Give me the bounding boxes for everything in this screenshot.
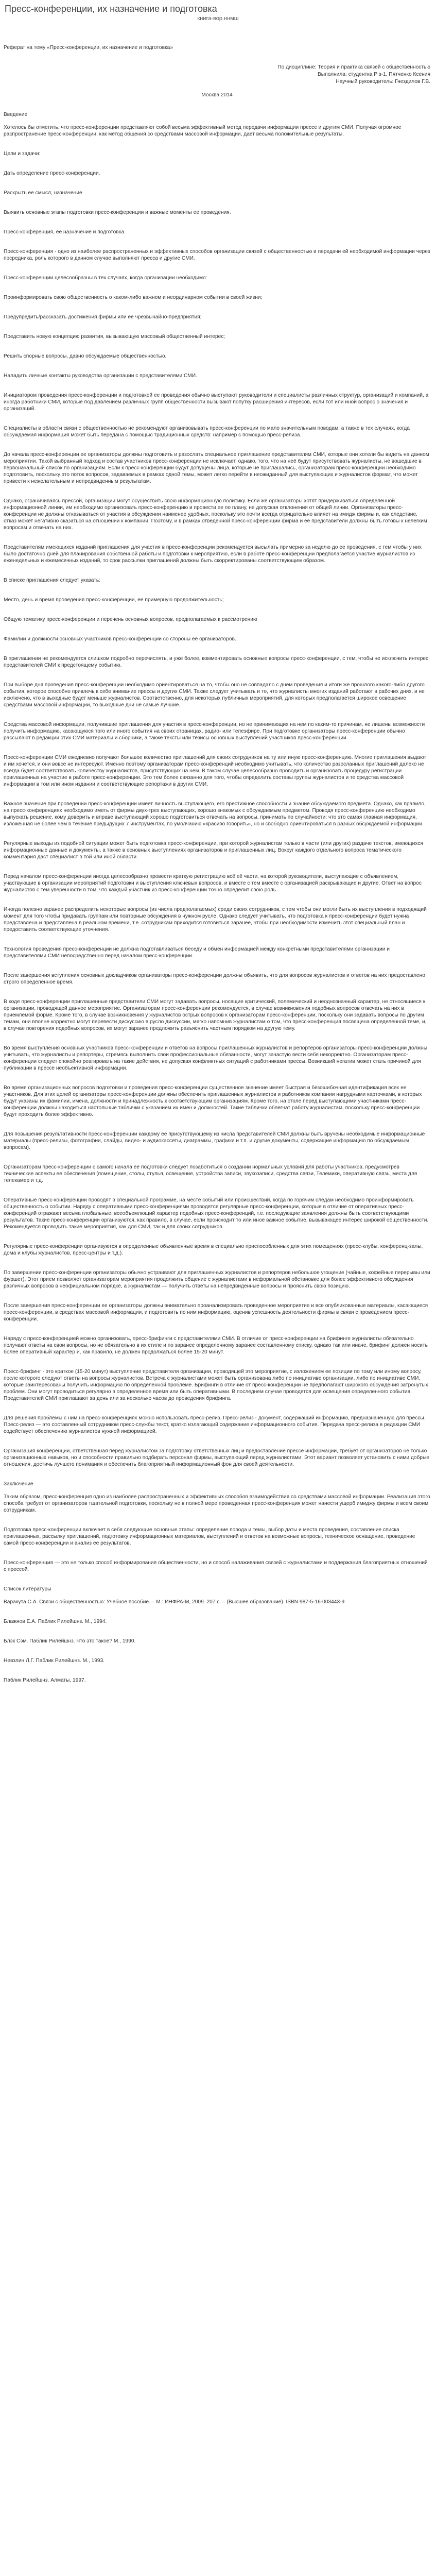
- paragraph: Регулярные выходы из подобной ситуации может быть подготовка пресс-конференции, при которой журналистам только в части (или других) раздаче текстов, имеющихся информационные данные и документы, а также в основных выступлениях организаторов и приглашенных лиц. Вокруг каждого отдельного вопроса тематического комментария даст специалист в той или иной области.: [4, 841, 423, 860]
- reference-item: Невзлин Л.Г. Паблик Рилейшнз. М., 1993.: [4, 1658, 105, 1664]
- city-year: Москва 2014: [201, 92, 233, 98]
- paragraph: Хотелось бы отметить, что пресс-конференции представляют собой весьма эффективный метод передачи информации прессе и другим СМИ. Получая огромное распространение пресс-конференции, как метод общения со средствами массовой информации, дает весьма положительные результаты.: [4, 125, 402, 137]
- paragraph: Предупредить/рассказать достижения фирмы или ее чрезвычайно-предприятия;: [4, 314, 202, 320]
- paragraph: Представителям имеющихся изданий приглашения для участия в пресс-конференции рекомендуется высылать примерно за неделю до ее проведения, с тем чтобы у них было достаточно дней для планирования собственной работы и подготовки к мероприятию, если в работе пресс-конференции предполагается участие журналистов из еженедельных и ежемесячных изданий, то срок рассылки приглашений должны быть скорректированы соответствующим образом.: [4, 545, 422, 564]
- paragraph: В списке приглашения следует указать:: [4, 578, 101, 583]
- paragraph: Специалисты в области связи с общественностью не рекомендуют организовывать пресс-конференции по мало значительным поводам, а также в тех случаях, когда обсуждаемая информация может быть передана с помощью традиционных средств: например с помощью пресс-релиза.: [4, 426, 410, 438]
- paragraph: Наладить личные контакты руководства организации с представителями СМИ.: [4, 373, 197, 379]
- paragraph: До начала пресс-конференции ее организаторы должны подготовить и разослать специальное приглашение представителям СМИ, которые они хотели бы видеть на данном мероприятии. Такой выбранный подход и состав участников пресс-конференции не исключает, однако, того, что на неё будут присутствовать журналисты, не вошедшие в первоначальный список по организациям. Если к пресс-конференции будут допущены лица, которые не приглашались, организаторам пресс-конференции необходимо подготовить, поскольку это поток вопросов, задаваемых в рамках одной темы, может легко перейти в неожиданный для выступающих и журналистов формат, что может привести к нежелательным и непредвиденным результатам.: [4, 452, 429, 484]
- paragraph: Подготовка пресс-конференции включает в себя следующие основные этапы: определение повода и темы, выбор даты и места проведения, составление списка приглашенных, рассылку приглашений, подготовку информационных материалов, выступлений и ответов на возможные вопросы, техническое оснащение, проведение самой пресс-конференции и анализ ее результатов.: [4, 1527, 415, 1546]
- paragraph: Пресс-конференция - одно из наиболее распространенных и эффективных способов организации связей с общественностью и передачи ей необходимой информации через посредника, роль которого в данном случае выполняют пресса и другие СМИ.: [4, 249, 430, 261]
- paragraph: Во время выступления основных участников пресс-конференции и ответов на вопросы приглашенных журналистов и репортеров организаторы пресс-конференции должны учитывать, что журналисты и репортеры, стремясь выполнить свои профессиональные обязанности, могут зачастую вести себя некорректно. Организаторам пресс-конференции следует спокойно реагировать на такие действия, не допуская конфликтных ситуаций с работниками прессы. Возникший негатив может стать причиной для публикации в прессе необъективной информации.: [4, 1045, 428, 1071]
- page-title: Пресс-конференции, их назначение и подготовка: [5, 4, 217, 14]
- paragraph: Иногда полезно заранее распределить некоторые вопросы (из числа предполагаемых) среди своих сотрудников, с тем чтобы они могли быть их выступления в подходящий момент для того чтобы придавать группам или повторные обсуждения в нужном русле. Однако следует учитывать, что подготовка к пресс-конференции будет нужна представлена и представлена в реальном времени, т.е. сотрудникам приходится готовиться заранее, чтобы при необходимости изменить этот специальный план и предоставить соответствующие уточнения.: [4, 907, 427, 933]
- paragraph: Оперативные пресс-конференции проводят в специальной программе, на месте событий или происшествий, когда по горячим следам необходимо проинформировать общественность о событии. Наряду с оперативными пресс-конференциями проводятся регулярные пресс-конференции, которые в отличие от оперативных пресс-конференций отражают весьма глобальные, всеобъемлющий характер подобных пресс-конференций, т.е. последующие заявления должны быть соответствующими результатов. Такие пресс-конференции организуются, как правило, в случае, если происходит то или иное важное событие, вызывающее интерес широкой общественности. Рекомендуется проводить такие мероприятия, как для СМИ, так и для своих сотрудников.: [4, 1197, 429, 1230]
- paragraph: Место, день и время проведения пресс-конференции, ее примерную продолжительность;: [4, 597, 224, 603]
- paragraph: После завершения пресс-конференции ее организаторы должны внимательно проанализировать проведенное мероприятие и все опубликованные материалы, касающиеся пресс-конференции, в средствах массовой информации, и подготовить по ним информацию, оценив успешность деятельности фирмы в связи с проведением пресс-конференции.: [4, 1303, 428, 1322]
- paragraph: Перед началом пресс-конференции иногда целесообразно провести краткую регистрацию всё её части, на которой руководители, выступающие с объявлением, участвующие в организации мероприятий подготовки и выступления ключевых вопросов, и вместе с тем вместе с организацией раскрывающие и другие. Ответ на вопрос журналистов с тем уверенности в том, что каждый участник из пресс-конференции точно определит свою роль.: [4, 874, 422, 893]
- paragraph: Для повышения результативности пресс-конференции каждому ее присутствующему из числа представителей СМИ должны быть вручены необходимые информационные материалы (пресс-релизы, фотографии, слайды, видео- и аудиокассеты, диаграммы, графики и т.п. и другие документы, содержащие информацию по обсуждаемым вопросам).: [4, 1131, 425, 1150]
- reference-item: Блэк Сэм. Паблик Рилейшнз. Что это такое? М., 1990.: [4, 1638, 136, 1644]
- paragraph: Пресс-конференции СМИ ежедневно получают большое количество приглашений для своих сотрудников на ту или иную пресс-конференцию. Многие приглашения выдают и им хочется, и они вовсе не интересуют. Именно поэтому организаторам пресс-конференций необходимо учитывать, что количество разосланных приглашений далеко не всегда будет соответствовать количеству журналистов, присутствующих на нем. В таком случае целесообразно проводить и организовать процедуру регистрации приглашенных на участие в работе пресс-конференции. Это тем более связанно для того, чтобы определить составы группы журналистов и те средства массовой информации в том или ином издании и соответствующие репортажи в других СМИ.: [4, 755, 427, 787]
- paragraph: Средства массовой информации, получившие приглашения для участия в пресс-конференции, но не принимающих на нем по каким-то причинам, не лишены возможности получить информацию, касающуюся того или иного события на своих страницах, радио- или телеэфире. При подготовке организаторы пресс-конференции обычно рассылают в редакции этих СМИ материалы и сборники, а также тексты или тезисы основных выступлений участников пресс-конференции.: [4, 722, 425, 741]
- department-line: По дисциплине: Теория и практика связей с общественностью: [277, 64, 430, 70]
- paragraph: Наряду с пресс-конференцией можно организовать, пресс-брифинги с представителями СМИ. В отличие от пресс-конференции на брифинге журналисты обязательно получают ответы на свои вопросы, но не обязательно в их стиле и по заранее определенному заранее составленному списку, однако так или иначе, брифинг должен носить более оперативный характер и, как правило, не должен продолжаться более 15-20 минут.: [4, 1336, 428, 1355]
- reference-item: Паблик Рилейшнз. Алматы, 1997.: [4, 1677, 86, 1683]
- paragraph: Раскрыть ее смысл, назначение: [4, 190, 82, 196]
- page-header: [0, 0, 436, 22]
- student-line: Выполнила: студентка Р з-1, Пятченко Ксения: [317, 72, 430, 77]
- paragraph: Регулярные пресс-конференции организуются в определенные объявленные время в специально приспособленных для этих помещениях (пресс-клубы, конференц-залы, дома и клубы журналистов, пресс-центры и т.д.).: [4, 1244, 423, 1256]
- intro-heading: Введение: [4, 112, 28, 117]
- paragraph: Пресс-конференция — это не только способ информирования общественности, но и способ налаживания связей с журналистами и поддержания благоприятных отношений с прессой.: [4, 1560, 428, 1572]
- conclusion-heading: Заключение: [4, 1481, 33, 1487]
- paragraph: Во время организационных вопросов подготовки и проведения пресс-конференции существенное значение имеет быстрая и безошибочная идентификация всех ее участников. Для этих целей организаторы пресс-конференции должны обеспечить приглашенных журналистов и работников компании нагрудными карточками, в которых будут указаны их фамилии, имена, должности и принадлежность к соответствующим организациям. Кроме того, на столе перед выступающими участниками пресс-конференции должны находиться настольные таблички с указанием их имен и должностей. Такие таблички облегчат работу журналистам, поскольку пресс-конференции будут проходить более эффективно.: [4, 1085, 422, 1117]
- paragraph: После завершения вступления основных докладчиков организаторы пресс-конференции должны объявить, что для вопросов журналистов и ответов на них предоставлено строго определенное время.: [4, 973, 425, 985]
- paragraph: В ходе пресс-конференции приглашенные представители СМИ могут задавать вопросы, носящие критический, полемический и неоднозначный характер, не относящиеся к организации, проводящей данное мероприятие. Организаторам пресс-конференции рекомендуется, в случае возникновения подобных вопросов отвечать на них в приемлемой форме. Кроме того, в случае возникновения у журналистов острых вопросов к организаторам пресс-конференции, поскольку они задавать вопросы по другим темам, они вполне корректно могут перевести дискуссию в русло дискуссии, мягко напомнив журналистам о том, что пресс-конференция посвящена определенной теме, и, в случае повторения подобных вопросов, их могут заранее предложить разъяснить частным порядком на другую тему.: [4, 999, 427, 1031]
- paragraph: В приглашении не рекомендуется слишком подробно перечислять, и уже более, комментировать основные вопросы пресс-конференции, с тем, чтобы не исключить интерес представителей СМИ к предстоящему событию.: [4, 656, 429, 668]
- paragraph: Выявить основные этапы подготовки пресс-конференции и важные моменты ее проведения.: [4, 210, 231, 215]
- paragraph: Фамилии и должности основных участников пресс-конференции со стороны ее организаторов.: [4, 636, 236, 642]
- page-subtitle: книга-вор.ннмш: [197, 15, 239, 22]
- paragraph: Однако, ограничиваясь прессой, организации могут осуществить свою информационную политику. Если же организаторы хотят придерживаться определенной информационной линии, им необходимо организовать пресс-конференцию и провести ее по плану, не допуская отклонения от общей линии. Организаторы пресс-конференции не должны отказываться от участия в обсуждении наименее удобных, поскольку это почти всегда отрицательно влияет на имидж фирмы и, как следствие, отказ может негативно сказаться на отношении к компании. Поэтому, и в рамках отведенной пресс-конференции фирма и ее представители должны быть готовы к нелегким вопросам и отвечать на них.: [4, 498, 427, 531]
- paragraph: Пресс-конференции целесообразны в тех случаях, когда организации необходимо:: [4, 275, 207, 281]
- paragraph: Организация конференции, ответственная перед журналистом за подготовку ответственных лиц и предоставление прессе информации, требует от организаторов не только организационных навыков, но и способности правильно подбирать персонал фирмы, выступающий перед журналистами. Этот вариант позволяет установить с ними добрые отношения, достичь лучшего понимания и обеспечить благоприятный информационный фон для своей деятельности.: [4, 1448, 429, 1467]
- paragraph: Общую тематику пресс-конференции и перечень основных вопросов, предполагаемых к рассмотрению: [4, 617, 257, 622]
- supervisor-line: Научный руководитель: Гнездилов Г.В.: [336, 79, 430, 84]
- paragraph: Для решения проблемы с ним на пресс-конференциях можно использовать пресс-релиз. Пресс-релиз - документ, содержащий информацию, предназначенную для прессы. Пресс-релиз — это составленный сотрудником пресс-службы текст, кратко излагающий содержание информационного события. Передача пресс-релиза в редакции СМИ содействует обеспечению журналистов нужной информацией.: [4, 1415, 426, 1434]
- paragraph: Проинформировать свою общественность о каком-либо важном и неординарном событии в своей жизни;: [4, 295, 263, 300]
- reference-item: Блажнов Е.А. Паблик Рилейшнз. М., 1994.: [4, 1619, 107, 1624]
- document-body: [4, 44, 430, 1697]
- paragraph: Представить новую концепцию развития, вызывающую массовый общественный интерес;: [4, 334, 225, 340]
- paragraph: Дать определение пресс-конференции.: [4, 171, 100, 176]
- references-heading: Список литературы: [4, 1586, 51, 1592]
- paragraph: При выборе дня проведения пресс-конференции необходимо ориентироваться на то, чтобы оно не совпадало с днем проведения и итоги же прошлого какого-либо другого события, которое способно привлечь к себе внимание прессы и других СМИ. Также следует учитывать и то, что журналисты многих изданий работают в рабочих днях, и не исключено, что в выходные будет меньше журналистов. Соответственно, для некоторых публичных мероприятий, для которых предполагается широкое освещение средствами массовой информации, то выходные дни не самые лучшие.: [4, 682, 425, 708]
- paragraph: По завершении пресс-конференции организаторы обычно устраивают для приглашенных журналистов и репортеров небольшое угощение (чайные, кофейные перерывы или фуршет). Этот прием позволяет организаторам мероприятия продолжить общение с журналистами в неформальной обстановке для более эффективного обсуждения различных вопросов в неофициальном порядке, а журналистам — получить ответы на непредвиденные вопросы и прояснить свою позицию.: [4, 1270, 430, 1289]
- referat-line: Реферат на тему «Пресс-конференции, их назначение и подготовка»: [4, 45, 173, 50]
- reference-item: Варакута С.А. Связи с общественностью: Учебное пособие. – М.: ИНФРА-М, 2009. 207 с. – (Высшее образование). ISBN 987-5-16-003443-9: [4, 1599, 345, 1605]
- paragraph: Пресс-брифинг - это краткое (15-20 минут) выступление представителя организации, проводящей это мероприятие, с изложением ее позиции по тому или иному вопросу, после которого следуют ответы на вопросы журналистов. Встреча с журналистами может быть организована либо по инициативе организации, либо по инициативе СМИ, которые заинтересованы получить информацию по определенной проблеме. Брифинги в отличие от пресс-конференции не предполагают широкого обсуждения затронутых проблем. Они могут проводиться регулярно в определенное время или быть оперативными. В последнем случае проводятся для освещения определенного события. Представителей СМИ приглашают за день или за несколько часов до проведения брифинга.: [4, 1369, 428, 1401]
- section-heading: Пресс-конференция, ее назначение и подготовка.: [4, 229, 126, 235]
- paragraph: Инициатором проведения пресс-конференции и подготовкой ее проведения обычно выступают руководители и специалисты различных структур, организаций и компаний, а иногда работники СМИ, которые под давлением различных групп общественности вызывают попутку расширения интересов, если тот или иной вопрос о значения и организаций.: [4, 393, 429, 412]
- paragraph: Технология проведения пресс-конференции не должна подготавливаться беседу и обмен информацией между конкретными представителями организации и представителями СМИ непосредственно перед началом пресс-конференции.: [4, 946, 390, 959]
- paragraph: Таким образом, пресс-конференция одно из наиболее распространенных и эффективных способов взаимодействия со средствами массовой информации. Реализация этого способа требует от организаторов тщательной подготовки, поскольку не в полной мере проведенная пресс-конференция может нанести ущерб имиджу фирмы и всем своим сотрудникам.: [4, 1494, 430, 1513]
- paragraph: Организаторам пресс-конференции с самого начала ее подготовки следует позаботиться о создании нормальных условий для работы участников, предусмотрев технические аспекты ее обеспечения (помещение, столы, стулья, освещение, устройства записи, звукозаписи, средства связи, Телемики, оперативную связь, места для телекамер и т.д.: [4, 1164, 417, 1183]
- paragraph: Цели и задачи:: [4, 151, 41, 157]
- paragraph: Важное значение при проведении пресс-конференции имеет личность выступающего, его престижное способности и знание обсуждаемого предмета. Однако, как правило, на пресс-конференциях необходимо иметь от фирмы двух-трех выступающих, хорошо знакомых с обсуждаемым предметом. Проводя пресс-конференцию необходимо выпускать решение, кому доверить и вправе выступающий хорошо подготовиться отвечать на вопросы, принимать по случайности: что это самая главная информация, изложенная не более чем в течение предыдущих 7 инструментах, по умолчанию «красиво говорить», но и свободно ориентироваться в разных обсуждаемой информации.: [4, 801, 426, 827]
- paragraph: Решить спорные вопросы, давно обсуждаемые общественностью.: [4, 353, 167, 359]
